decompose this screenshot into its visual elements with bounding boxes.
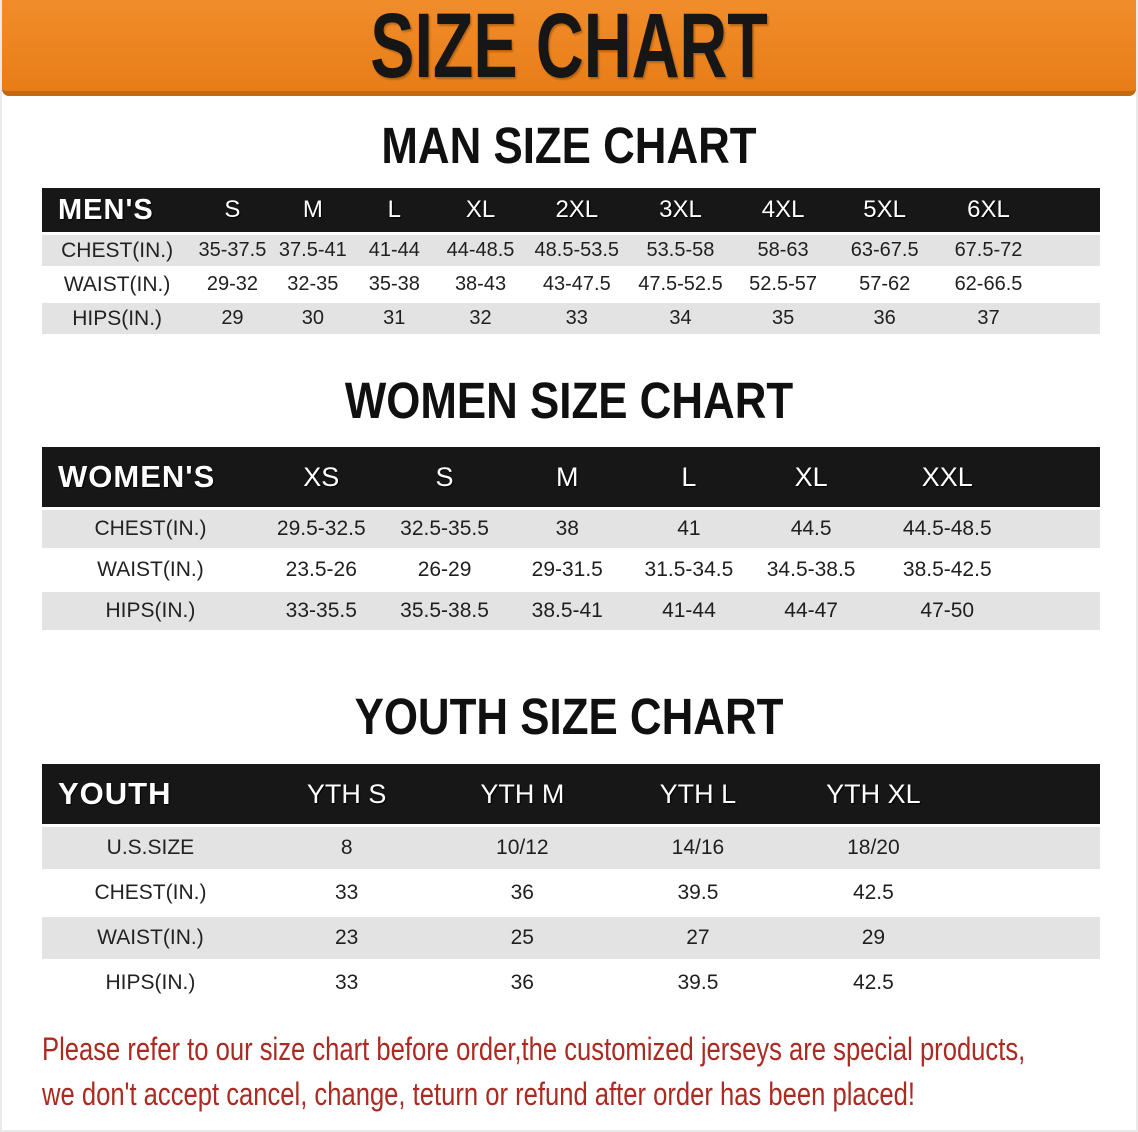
value-cell: 29-32 [192,269,272,300]
men-hips-row [42,303,1100,334]
men-size-header: S [192,188,272,232]
value-cell: 41 [629,510,749,548]
women-group-label: WOMEN'S [42,447,259,507]
men-size-header: 5XL [833,188,936,232]
value-cell: 39.5 [610,872,786,914]
value-cell: 32 [436,303,526,334]
value-cell: 47.5-52.5 [628,269,733,300]
value-cell: 10/12 [435,827,611,869]
value-cell: 35 [733,303,834,334]
row-label: CHEST(IN.) [42,510,259,548]
value-cell: 31.5-34.5 [629,551,749,589]
banner [2,0,1136,96]
women-size-header: XL [749,447,874,507]
value-cell: 36 [435,872,611,914]
youth-header-row [42,764,1100,824]
women-size-header: S [384,447,506,507]
value-cell: 53.5-58 [628,235,733,266]
value-cell: 34 [628,303,733,334]
men-size-header: 2XL [525,188,628,232]
men-size-table [42,185,1100,337]
value-cell: 29 [786,917,1100,959]
value-cell: 14/16 [610,827,786,869]
value-cell: 44.5 [749,510,874,548]
value-cell: 23 [259,917,435,959]
value-cell: 18/20 [786,827,1100,869]
value-cell: 30 [273,303,353,334]
value-cell: 38.5-42.5 [874,551,1100,589]
women-size-header: L [629,447,749,507]
youth-hips-row [42,962,1100,1004]
value-cell: 29-31.5 [505,551,629,589]
men-size-header: 3XL [628,188,733,232]
value-cell: 35-37.5 [192,235,272,266]
value-cell: 37.5-41 [273,235,353,266]
value-cell: 23.5-26 [259,551,384,589]
value-cell: 33 [525,303,628,334]
men-group-label: MEN'S [42,188,192,232]
disclaimer [42,1027,1136,1117]
row-label: WAIST(IN.) [42,269,192,300]
row-label: HIPS(IN.) [42,962,259,1004]
youth-section-heading: YOUTH SIZE CHART [354,688,784,745]
youth-group-label: YOUTH [42,764,259,824]
banner-title: SIZE CHART [370,0,768,97]
row-label: CHEST(IN.) [42,872,259,914]
men-size-header: 4XL [733,188,834,232]
value-cell: 63-67.5 [833,235,936,266]
women-header-row [42,447,1100,507]
value-cell: 33 [259,872,435,914]
value-cell: 25 [435,917,611,959]
women-size-header: XXL [874,447,1100,507]
value-cell: 48.5-53.5 [525,235,628,266]
men-size-header: M [273,188,353,232]
women-waist-row [42,551,1100,589]
value-cell: 32.5-35.5 [384,510,506,548]
row-label: WAIST(IN.) [42,917,259,959]
men-header-row [42,188,1100,232]
value-cell: 41-44 [629,592,749,630]
row-label: HIPS(IN.) [42,592,259,630]
value-cell: 62-66.5 [936,269,1100,300]
value-cell: 36 [435,962,611,1004]
women-size-table [42,444,1100,633]
disclaimer-line-1: Please refer to our size chart before order,the customized jerseys are special products, [42,1031,1026,1067]
men-size-header: XL [436,188,526,232]
value-cell: 26-29 [384,551,506,589]
men-size-header: L [353,188,436,232]
youth-size-header: YTH XL [786,764,1100,824]
value-cell: 44.5-48.5 [874,510,1100,548]
value-cell: 67.5-72 [936,235,1100,266]
value-cell: 39.5 [610,962,786,1004]
row-label: WAIST(IN.) [42,551,259,589]
women-size-header: XS [259,447,384,507]
women-size-header: M [505,447,629,507]
youth-waist-row [42,917,1100,959]
value-cell: 57-62 [833,269,936,300]
value-cell: 32-35 [273,269,353,300]
value-cell: 38 [505,510,629,548]
youth-chest-row [42,872,1100,914]
value-cell: 33-35.5 [259,592,384,630]
women-section-heading: WOMEN SIZE CHART [344,372,794,429]
value-cell: 34.5-38.5 [749,551,874,589]
value-cell: 8 [259,827,435,869]
value-cell: 42.5 [786,872,1100,914]
youth-size-table [42,761,1100,1007]
value-cell: 35-38 [353,269,436,300]
value-cell: 47-50 [874,592,1100,630]
men-section-heading: MAN SIZE CHART [381,117,757,174]
women-chest-row [42,510,1100,548]
men-chest-row [42,235,1100,266]
value-cell: 29.5-32.5 [259,510,384,548]
youth-ussize-row [42,827,1100,869]
row-label: U.S.SIZE [42,827,259,869]
row-label: HIPS(IN.) [42,303,192,334]
value-cell: 58-63 [733,235,834,266]
value-cell: 44-48.5 [436,235,526,266]
row-label: CHEST(IN.) [42,235,192,266]
women-hips-row [42,592,1100,630]
value-cell: 29 [192,303,272,334]
value-cell: 41-44 [353,235,436,266]
value-cell: 33 [259,962,435,1004]
value-cell: 27 [610,917,786,959]
men-waist-row [42,269,1100,300]
value-cell: 44-47 [749,592,874,630]
value-cell: 31 [353,303,436,334]
value-cell: 37 [936,303,1100,334]
youth-size-header: YTH S [259,764,435,824]
disclaimer-line-2: we don't accept cancel, change, teturn or refund after order has been placed! [42,1076,915,1112]
youth-size-header: YTH M [435,764,611,824]
men-size-header: 6XL [936,188,1100,232]
youth-size-header: YTH L [610,764,786,824]
value-cell: 38.5-41 [505,592,629,630]
value-cell: 38-43 [436,269,526,300]
value-cell: 35.5-38.5 [384,592,506,630]
value-cell: 42.5 [786,962,1100,1004]
value-cell: 36 [833,303,936,334]
value-cell: 43-47.5 [525,269,628,300]
value-cell: 52.5-57 [733,269,834,300]
